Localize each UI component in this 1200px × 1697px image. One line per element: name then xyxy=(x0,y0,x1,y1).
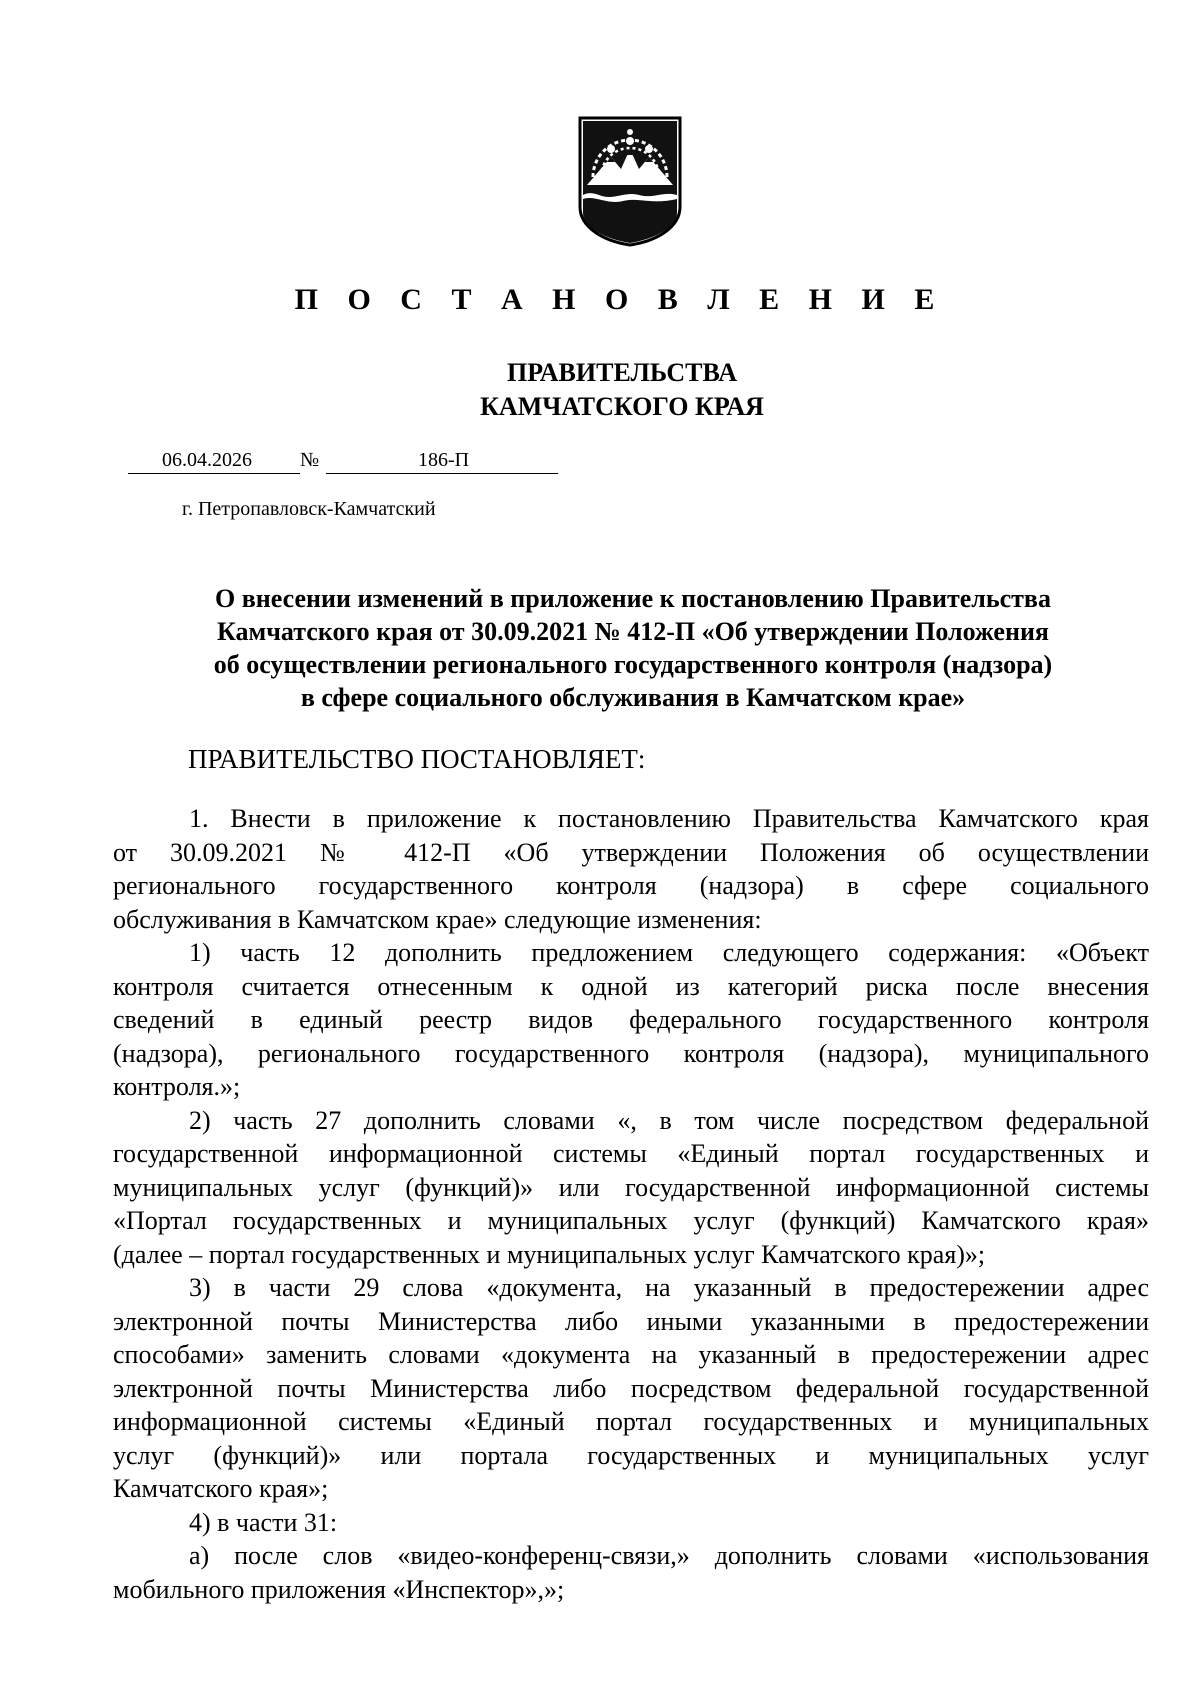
body-line: «Портал государственных и муниципальных услуг (функций) Камчатского края» xyxy=(113,1206,1149,1235)
body-line: Камчатского края»; xyxy=(113,1474,329,1503)
body-line: от 30.09.2021 № 412-П «Об утверждении Положения об осуществлении xyxy=(113,837,1149,867)
body-line: регионального государственного контроля (надзора) в сфере социального xyxy=(113,871,1149,900)
body-line: способами» заменить словами «документа на указанный в предостережении адрес xyxy=(113,1340,1149,1369)
body-line: электронной почты Министерства либо посредством федеральной государственной xyxy=(113,1373,1149,1403)
body-line: электронной почты Министерства либо иными указанными в предостережении xyxy=(113,1306,1149,1336)
body-line: (далее – портал государственных и муниципальных услуг Камчатского края)»; xyxy=(113,1239,986,1269)
body-line: государственной информационной системы «Единый портал государственных и xyxy=(113,1139,1149,1168)
subject-line: О внесении изменений в приложение к постановлению Правительства xyxy=(215,584,1051,613)
resolution-heading: ПРАВИТЕЛЬСТВО ПОСТАНОВЛЯЕТ: xyxy=(188,744,646,774)
document-type-title: П О С Т А Н О В Л Е Н И Е xyxy=(294,283,946,316)
body-line: 3) в части 29 слова «документа, на указанный в предостережении адрес xyxy=(189,1273,1149,1302)
body-line: контроля считается отнесенным к одной из категорий риска после внесения xyxy=(113,971,1149,1001)
paragraph-3 xyxy=(113,1104,1149,1272)
document-subject xyxy=(108,582,1158,714)
paragraph-2 xyxy=(113,936,1149,1104)
body-line: 2) часть 27 дополнить словами «, в том числе посредством федеральной xyxy=(189,1105,1149,1135)
number-sign: № xyxy=(300,449,320,471)
body-line: сведений в единый реестр видов федерального государственного контроля xyxy=(113,1005,1149,1034)
body-line: обслуживания в Камчатском крае» следующие изменения: xyxy=(113,904,762,934)
city-line: г. Петропавловск-Камчатский xyxy=(182,498,436,520)
body-line: мобильного приложения «Инспектор»,»; xyxy=(113,1574,565,1604)
paragraph-1 xyxy=(113,802,1149,936)
coat-of-arms-emblem xyxy=(577,115,683,247)
body-line: муниципальных услуг (функций)» или государственной информационной системы xyxy=(113,1172,1149,1202)
body-line: 1. Внести в приложение к постановлению Правительства Камчатского края xyxy=(189,804,1149,833)
body-line: (надзора), регионального государственного контроля (надзора), муниципального xyxy=(113,1038,1149,1068)
issuer-line: КАМЧАТСКОГО КРАЯ xyxy=(480,392,764,421)
issuer-block xyxy=(0,356,1200,424)
subject-line: в сфере социального обслуживания в Камчатском крае» xyxy=(300,683,966,712)
paragraph-4 xyxy=(113,1271,1149,1506)
paragraph-5 xyxy=(113,1506,1149,1540)
document-body xyxy=(113,802,1149,1606)
issuer-line: ПРАВИТЕЛЬСТВА xyxy=(507,358,737,387)
body-line: 4) в части 31: xyxy=(189,1507,338,1537)
body-line: 1) часть 12 дополнить предложением следующего содержания: «Объект xyxy=(189,938,1149,967)
registration-line xyxy=(128,448,558,474)
kamchatka-emblem-icon xyxy=(577,115,683,247)
paragraph-6 xyxy=(113,1539,1149,1606)
body-line: информационной системы «Единый портал государственных и муниципальных xyxy=(113,1407,1149,1436)
document-number: 186-П xyxy=(418,449,470,471)
subject-line: об осуществлении регионального государственного контроля (надзора) xyxy=(213,650,1053,679)
body-line: а) после слов «видео-конференц-связи,» дополнить словами «использования xyxy=(189,1541,1149,1570)
body-line: услуг (функций)» или портала государственных и муниципальных услуг xyxy=(113,1440,1149,1470)
document-date: 06.04.2026 xyxy=(162,449,252,471)
body-line: контроля.»; xyxy=(113,1072,241,1101)
subject-line: Камчатского края от 30.09.2021 № 412-П «Об утверждении Положения xyxy=(217,617,1049,646)
